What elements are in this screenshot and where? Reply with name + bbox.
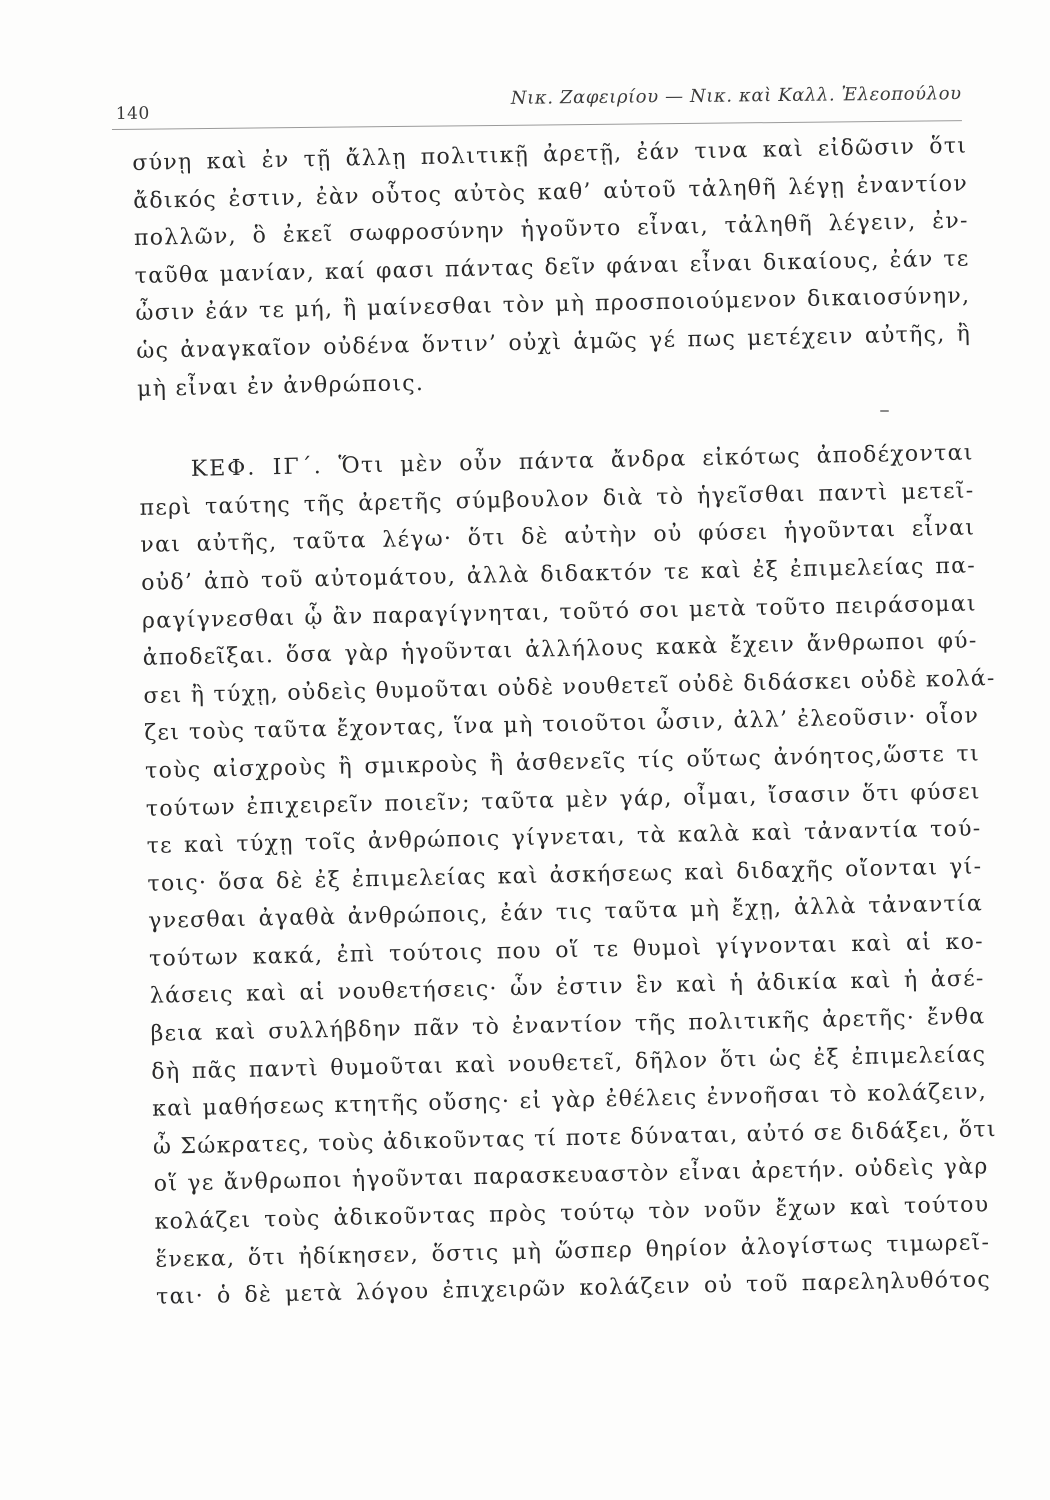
print-speck <box>880 410 889 412</box>
text-line: μὴ εἶναι ἐν ἀνθρώποις. <box>136 370 425 402</box>
text-line: βεια καὶ συλλήβδην πᾶν τὸ ἐναντίον τῆς πολιτικῆς ἀρετῆς· ἔνθα <box>150 1004 986 1047</box>
text-line: λάσεις καὶ αἱ νουθετήσεις· ὧν ἐστιν ἓν καὶ ἡ ἀδικία καὶ ἡ ἀσέ- <box>149 966 985 1010</box>
chapter-heading: ΚΕΦ. ΙΓ΄. <box>190 454 323 482</box>
text-line: σύνῃ καὶ ἐν τῇ ἄλλῃ πολιτικῇ ἀρετῇ, ἐάν τινα καὶ εἰδῶσιν ὅτι <box>132 133 968 176</box>
text-line: ἕνεκα, ὅτι ἠδίκησεν, ὅστις μὴ ὥσπερ θηρίον ἀλογίστως τιμωρεῖ- <box>155 1229 991 1273</box>
paragraph-2 <box>138 435 998 1317</box>
body-text <box>132 128 998 1317</box>
header-rule <box>112 120 962 130</box>
running-title: Νικ. Ζαφειρίου — Νικ. καὶ Καλλ. Ἐλεοπούλου <box>510 83 962 109</box>
text-line: σει ἢ τύχῃ, οὐδεὶς θυμοῦται οὐδὲ νουθετεῖ οὐδὲ διδάσκει οὐδὲ κολά- <box>143 665 996 709</box>
text-line: ὦ Σώκρατες, τοὺς ἀδικοῦντας τί ποτε δύναται, αὐτό σε διδάξει, ὅτι <box>152 1116 998 1160</box>
text-line: ναι αὐτῆς, ταῦτα λέγω· ὅτι δὲ αὐτὴν οὐ φύσει ἡγοῦνται εἶναι <box>140 515 976 559</box>
text-line: τοις· ὅσα δὲ ἐξ ἐπιμελείας καὶ ἀσκήσεως καὶ διδαχῆς οἴονται γί- <box>147 854 983 897</box>
text-line: γνεσθαι ἀγαθὰ ἀνθρώποις, ἐάν τις ταῦτα μὴ ἔχῃ, ἀλλὰ τἀναντία <box>148 891 984 935</box>
text-line: οὐδ’ ἀπὸ τοῦ αὐτομάτου, ἀλλὰ διδακτόν τε καὶ ἐξ ἐπιμελείας πα- <box>140 553 977 596</box>
running-head <box>112 83 962 132</box>
paragraph-1 <box>132 128 972 409</box>
text-line: τούτων ἐπιχειρεῖν ποιεῖν; ταῦτα μὲν γάρ, οἶμαι, ἴσασιν ὅτι φύσει <box>145 778 981 822</box>
text-line: ται· ὁ δὲ μετὰ λόγου ἐπιχειρῶν κολάζειν οὐ τοῦ παρεληλυθότος <box>155 1267 992 1310</box>
text-line: δὴ πᾶς παντὶ θυμοῦται καὶ νουθετεῖ, δῆλον ὅτι ὡς ἐξ ἐπιμελείας <box>151 1041 987 1085</box>
text-line: ταῦθα μανίαν, καί φασι πάντας δεῖν φάναι εἶναι δικαίους, ἐάν τε <box>134 246 970 289</box>
text-line: πολλῶν, ὃ ἐκεῖ σωφροσύνην ἡγοῦντο εἶναι, τἀληθῆ λέγειν, ἐν- <box>133 208 970 252</box>
text-line: ἄδικός ἐστιν, ἐὰν οὗτος αὐτὸς καθ’ αὑτοῦ τἀληθῆ λέγῃ ἐναντίον <box>132 171 969 214</box>
text-line: κολάζει τοὺς ἀδικοῦντας πρὸς τούτῳ τὸν νοῦν ἔχων καὶ τούτου <box>154 1192 990 1235</box>
text-line: ραγίγνεσθαι ᾧ ἂν παραγίγνηται, τοῦτό σοι μετὰ τοῦτο πειράσομαι <box>141 590 978 634</box>
page-number: 140 <box>115 103 150 124</box>
text-line: τε καὶ τύχῃ τοῖς ἀνθρώποις γίγνεται, τὰ καλὰ καὶ τἀναντία τού- <box>146 816 982 859</box>
text-line: τούτων κακά, ἐπὶ τούτοις που οἵ τε θυμοὶ γίγνονται καὶ αἱ κο- <box>148 929 985 972</box>
text-line: τοὺς αἰσχροὺς ἢ σμικροὺς ἢ ἀσθενεῖς τίς οὕτως ἀνόητος,ὥστε τι <box>144 741 981 784</box>
text-line: οἵ γε ἄνθρωποι ἡγοῦνται παρασκευαστὸν εἶναι ἀρετήν. οὐδεὶς γὰρ <box>153 1154 989 1198</box>
text-line: ἀποδεῖξαι. ὅσα γὰρ ἡγοῦνται ἀλλήλους κακὰ ἔχειν ἄνθρωποι φύ- <box>142 628 978 672</box>
text-line: καὶ μαθήσεως κτητῆς οὔσης· εἰ γὰρ ἐθέλεις ἐννοῆσαι τὸ κολάζειν, <box>151 1079 988 1123</box>
text-line: περὶ ταύτης τῆς ἀρετῆς σύμβουλον διὰ τὸ ἡγεῖσθαι παντὶ μετεῖ- <box>139 478 975 521</box>
text-line: ὦσιν ἐάν τε μή, ἢ μαίνεσθαι τὸν μὴ προσποιούμενον δικαιοσύνην, <box>135 283 971 327</box>
text-line: ζει τοὺς ταῦτα ἔχοντας, ἵνα μὴ τοιοῦτοι ὦσιν, ἀλλ’ ἐλεοῦσιν· οἷον <box>144 703 980 747</box>
chapter-opening-text: Ὅτι μὲν οὖν πάντα ἄνδρα εἰκότως ἀποδέχονται <box>338 440 974 479</box>
text-line: ὡς ἀναγκαῖον οὐδένα ὅντιν’ οὐχὶ ἁμῶς γέ πως μετέχειν αὐτῆς, ἢ <box>136 321 972 364</box>
